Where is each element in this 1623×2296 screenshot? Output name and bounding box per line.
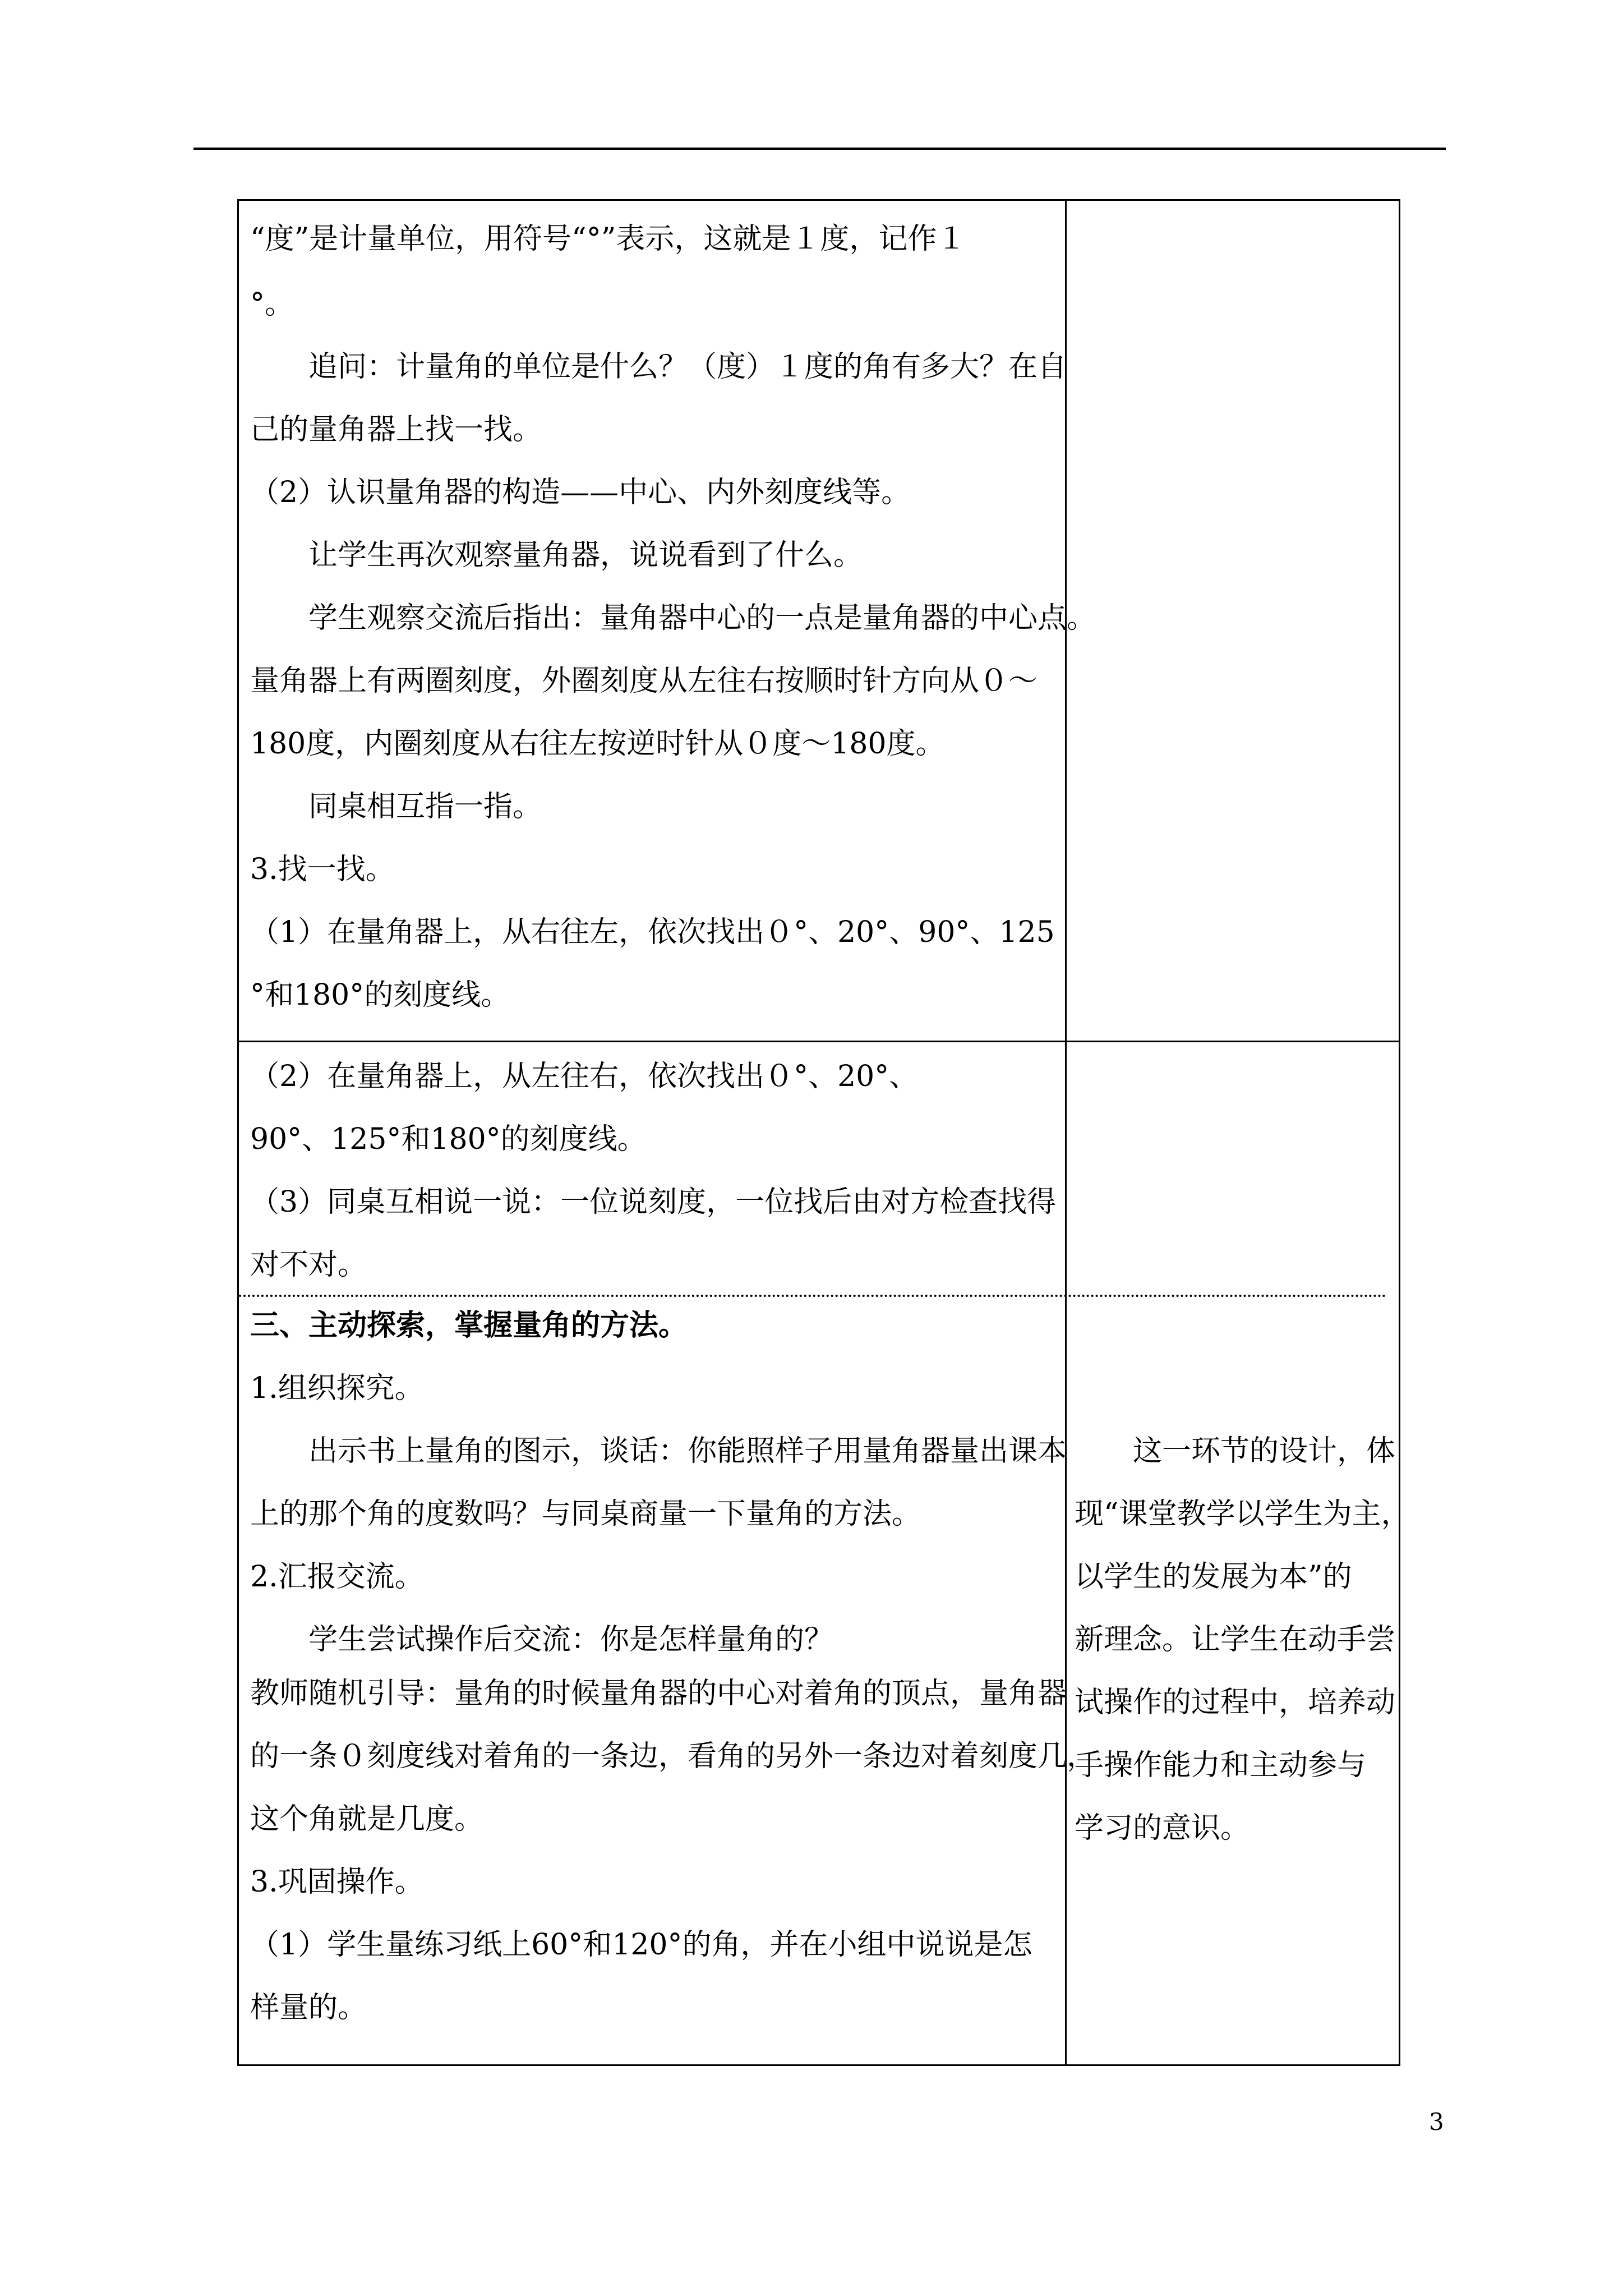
text-line: （2）认识量角器的构造——中心、内外刻度线等。 [250, 476, 911, 509]
text-line: 让学生再次观察量角器，说说看到了什么。 [308, 539, 863, 572]
text-line: 样量的。 [250, 1991, 367, 2024]
text-line: （2）在量角器上，从左往右，依次找出０°、20°、 [250, 1060, 919, 1093]
text-line: （3）同桌互相说一说：一位说刻度，一位找后由对方检查找得 [250, 1185, 1057, 1219]
text-line: 这个角就是几度。 [250, 1802, 484, 1836]
text-line: 3.找一找。 [250, 853, 395, 886]
page-number: 3 [1429, 2108, 1444, 2136]
text-line: 追问：计量角的单位是什么？（度）１度的角有多大？在自 [308, 350, 1067, 384]
column-divider [1065, 201, 1067, 2064]
text-line: 90°、125°和180°的刻度线。 [250, 1122, 647, 1156]
text-line: °。 [250, 287, 294, 321]
text-line: 同桌相互指一指。 [308, 790, 542, 823]
text-line: （1）学生量练习纸上60°和120°的角，并在小组中说说是怎 [250, 1928, 1032, 1962]
text-line: 2.汇报交流。 [250, 1560, 424, 1594]
text-line: 学生观察交流后指出：量角器中心的一点是量角器的中心点。 [308, 601, 1096, 635]
note-line: 手操作能力和主动参与 [1075, 1749, 1367, 1782]
note-line: 以学生的发展为本”的 [1075, 1560, 1352, 1594]
row-divider [239, 1041, 1399, 1042]
text-line: 1.组织探究。 [250, 1372, 424, 1405]
text-line: 学生尝试操作后交流：你是怎样量角的？ [308, 1623, 834, 1657]
text-line: 对不对。 [250, 1248, 367, 1282]
text-line: 量角器上有两圈刻度，外圈刻度从左往右按顺时针方向从０～ [250, 664, 1038, 698]
note-line: 新理念。让学生在动手尝 [1075, 1623, 1396, 1657]
note-line: 现“课堂教学以学生为主， [1075, 1497, 1410, 1531]
text-line: °和180°的刻度线。 [250, 978, 510, 1012]
text-line: 的一条０刻度线对着角的一条边，看角的另外一条边对着刻度几， [250, 1740, 1096, 1773]
note-line: 这一环节的设计，体 [1133, 1434, 1396, 1468]
text-line: “度”是计量单位，用符号“°”表示，这就是１度，记作１ [250, 222, 966, 256]
text-line: 教师随机引导：量角的时候量角器的中心对着角的顶点，量角器 [250, 1677, 1067, 1710]
note-line: 试操作的过程中，培养动 [1075, 1686, 1396, 1719]
note-line: 学习的意识。 [1075, 1811, 1250, 1845]
header-rule [193, 148, 1446, 150]
text-line: （1）在量角器上，从右往左，依次找出０°、20°、90°、125 [250, 915, 1055, 949]
text-line: 出示书上量角的图示，谈话：你能照样子用量角器量出课本 [308, 1434, 1067, 1468]
row-divider-dotted [239, 1295, 1386, 1297]
section-heading: 三、主动探索，掌握量角的方法。 [250, 1308, 688, 1342]
text-line: 上的那个角的度数吗？与同桌商量一下量角的方法。 [250, 1497, 921, 1531]
text-line: 3.巩固操作。 [250, 1865, 424, 1899]
text-line: 己的量角器上找一找。 [250, 413, 542, 447]
lesson-plan-table [237, 199, 1410, 2066]
text-line: 180度，内圈刻度从右往左按逆时针从０度～180度。 [250, 727, 945, 761]
